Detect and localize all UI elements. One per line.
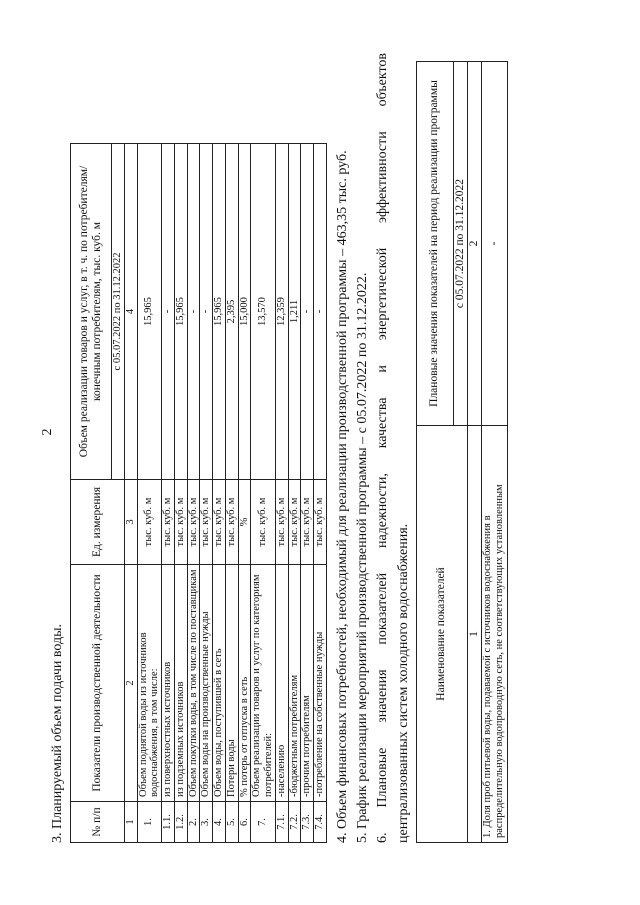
table-row xyxy=(200,144,213,843)
row-unit: тыс. куб. м xyxy=(187,480,200,565)
row-number: 7.3. xyxy=(301,802,314,843)
row-number: 5. xyxy=(225,802,238,843)
column-number: 2 xyxy=(468,62,482,426)
row-unit: тыс. куб. м xyxy=(314,480,327,565)
paragraph-6: 6. Плановые значения показателей надежности, качества и энергетической эффективности объектов xyxy=(375,53,391,843)
column-number: 1 xyxy=(124,802,137,843)
row-value: - xyxy=(200,144,213,480)
row-indicator-name: Потери воды xyxy=(225,565,238,802)
table-row xyxy=(174,144,187,843)
row-value: 13,570 xyxy=(251,144,276,480)
table-row xyxy=(137,144,162,843)
row-unit: тыс. куб. м xyxy=(275,480,288,565)
row-unit: тыс. куб. м xyxy=(288,480,301,565)
row-indicator-name: -потребление на собственные нужды xyxy=(314,565,327,802)
row-value: 2,395 xyxy=(225,144,238,480)
row-unit: тыс. куб. м xyxy=(251,480,276,565)
indicators-header-row xyxy=(416,62,453,843)
row-value: - xyxy=(187,144,200,480)
header-name: Показатели производственной деятельности xyxy=(71,565,125,802)
row-unit: тыс. куб. м xyxy=(200,480,213,565)
column-number: 2 xyxy=(124,565,137,802)
paragraph-5: 5. График реализации мероприятий производственной программы – с 05.07.2022 по 31.12.2022. xyxy=(355,272,371,843)
row-unit: тыс. куб. м xyxy=(213,480,226,565)
row-value: - xyxy=(314,144,327,480)
row-unit: % xyxy=(238,480,251,565)
column-number-row xyxy=(124,144,137,843)
row-number: 1.2. xyxy=(174,802,187,843)
row-unit: тыс. куб. м xyxy=(225,480,238,565)
table-row xyxy=(187,144,200,843)
row-indicator-name: Объем воды, поступившей в сеть xyxy=(213,565,226,802)
row-number: 7.1. xyxy=(275,802,288,843)
row-number: 1.1. xyxy=(162,802,175,843)
row-number: 4. xyxy=(213,802,226,843)
row-number: 7. xyxy=(251,802,276,843)
row-value: 1,211 xyxy=(288,144,301,480)
row-indicator-name: -бюджетным потребителям xyxy=(288,565,301,802)
table-row xyxy=(301,144,314,843)
header-num: № п/п xyxy=(71,802,125,843)
table-row xyxy=(225,144,238,843)
indicators-colnum-row xyxy=(468,62,482,843)
row-value: 15,965 xyxy=(213,144,226,480)
row-number: 7.4. xyxy=(314,802,327,843)
row-indicator-name: из подземных источников xyxy=(174,565,187,802)
row-value: - xyxy=(301,144,314,480)
table-row xyxy=(275,144,288,843)
indicators-header-period: с 05.07.2022 по 31.12.2022 xyxy=(453,62,467,426)
paragraph-4: 4. Объем финансовых потребностей, необходимый для реализации производственной программы – 463,35 тыс. руб. xyxy=(334,150,350,843)
row-number: 7.2. xyxy=(288,802,301,843)
table-row xyxy=(162,144,175,843)
table-row xyxy=(238,144,251,843)
indicators-header-name: Наименование показателей xyxy=(416,426,467,843)
row-indicator-name: % потерь от отпуска в сеть xyxy=(238,565,251,802)
row-indicator-name: Объем поднятой воды из источников водоснабжения, в том числе: xyxy=(137,565,162,802)
table-row xyxy=(314,144,327,843)
water-supply-table xyxy=(70,143,327,843)
column-number: 1 xyxy=(468,426,482,843)
column-number: 3 xyxy=(124,480,137,565)
table-row xyxy=(482,62,507,843)
row-value: 12,359 xyxy=(275,144,288,480)
row-unit: тыс. куб. м xyxy=(174,480,187,565)
page-content xyxy=(50,53,508,843)
table-row xyxy=(288,144,301,843)
row-indicator-name: -населению xyxy=(275,565,288,802)
row-unit: тыс. куб. м xyxy=(301,480,314,565)
table-row xyxy=(213,144,226,843)
table-row xyxy=(251,144,276,843)
paragraph-6-continued: централизованных систем холодного водоснабжения. xyxy=(395,523,411,843)
indicator-name: 1. Доля проб питьевой воды, подаваемой с источников водоснабжения в распределительную водопроводную сеть, не соответствующих установленным xyxy=(482,426,507,843)
indicators-table xyxy=(416,61,508,843)
table-header-row xyxy=(71,144,112,843)
row-indicator-name: Объем реализации товаров и услуг по категориям потребителей: xyxy=(251,565,276,802)
row-number: 1. xyxy=(137,802,162,843)
row-number: 3. xyxy=(200,802,213,843)
row-indicator-name: из поверхностных источников xyxy=(162,565,175,802)
row-indicator-name: Объем покупки воды, в том числе по поставщикам xyxy=(187,565,200,802)
header-period: с 05.07.2022 по 31.12.2022 xyxy=(112,144,125,480)
header-value: Объем реализации товаров и услуг, в т. ч. по потребителям/ конечным потребителям, тыс. куб. м xyxy=(71,144,112,480)
row-indicator-name: Объем воды на производственные нужды xyxy=(200,565,213,802)
indicator-value: - xyxy=(482,62,507,426)
page-number: 2 xyxy=(40,428,55,436)
row-unit: тыс. куб. м xyxy=(162,480,175,565)
row-value: 15,000 xyxy=(238,144,251,480)
row-unit: тыс. куб. м xyxy=(137,480,162,565)
row-value: 15,965 xyxy=(174,144,187,480)
indicators-header-plan: Плановые значения показателей на период реализации программы xyxy=(416,62,453,426)
row-number: 6. xyxy=(238,802,251,843)
row-value: - xyxy=(162,144,175,480)
column-number: 4 xyxy=(124,144,137,480)
row-indicator-name: -прочим потребителям xyxy=(301,565,314,802)
row-number: 2. xyxy=(187,802,200,843)
header-unit: Ед. измерения xyxy=(71,480,125,565)
section-title: 3. Планируемый объем подачи воды. xyxy=(50,623,65,843)
row-value: 15,965 xyxy=(137,144,162,480)
